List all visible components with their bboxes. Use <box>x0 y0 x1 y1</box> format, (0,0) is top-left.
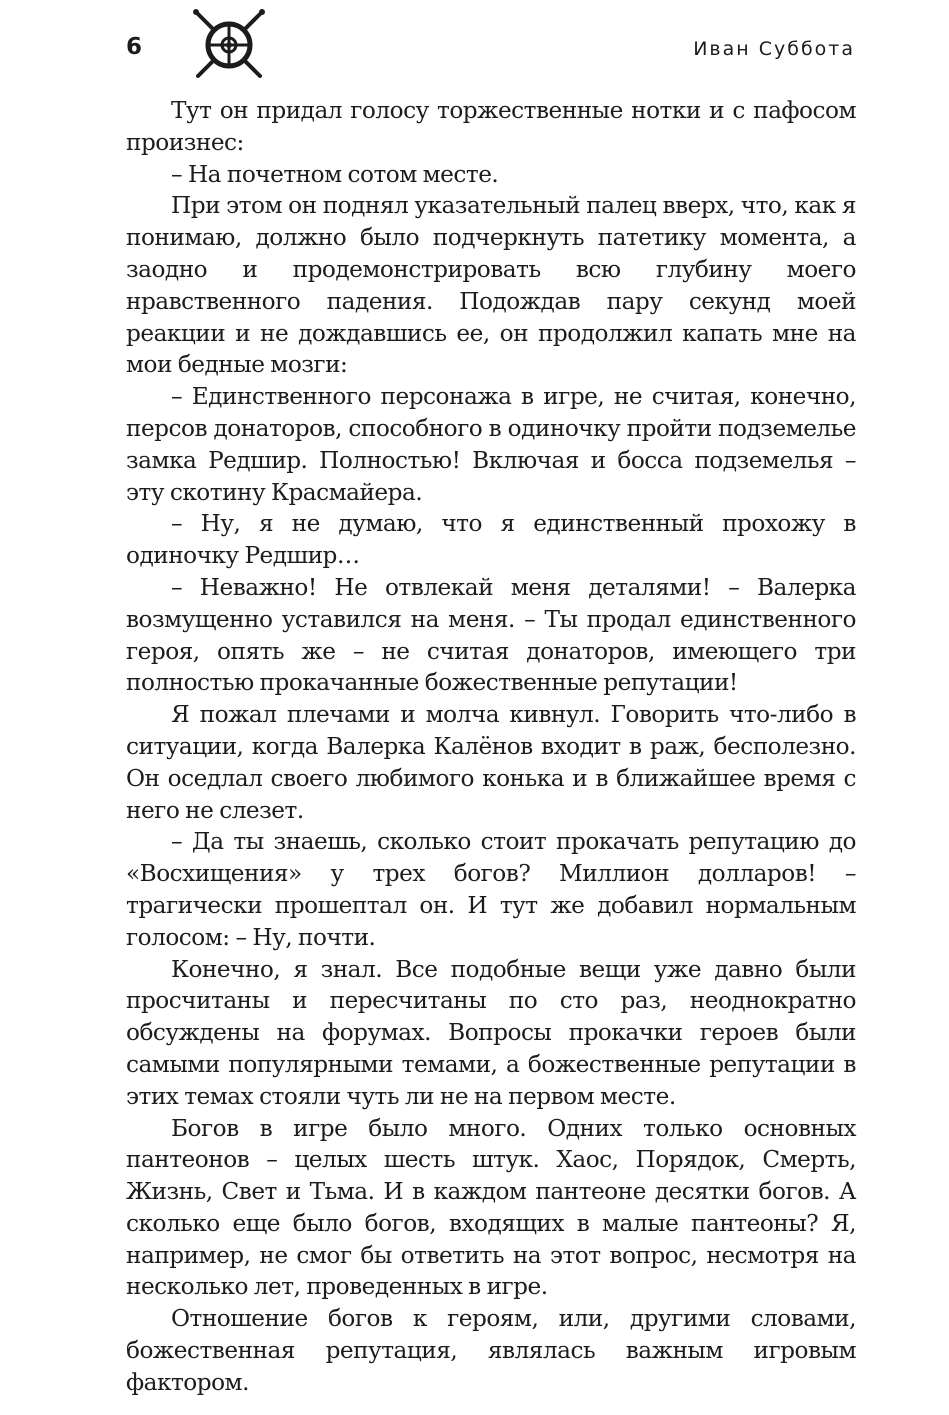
crossed-swords-shield-icon <box>188 6 270 82</box>
paragraph: – На почетном сотом месте. <box>171 160 499 188</box>
paragraph: – Ну, я не думаю, что я единственный прохожу в одиночку Редшир… <box>126 510 856 570</box>
running-head-author: Иван Суббота <box>693 38 855 60</box>
paragraph: – Да ты знаешь, сколько стоит прокачать репутацию до «Восхищения» у трех богов? Миллион долларов! – трагически прошептал он. И тут же добавил нормальным голосом: – Ну, почти. <box>126 828 856 951</box>
body-text <box>126 95 856 1399</box>
paragraph: При этом он поднял указательный палец вверх, что, как я понимаю, должно было подчеркнуть патетику момента, а заодно и продемонстрировать всю глубину моего нравственного падения. Подождав пару секунд моей реакции и не дождавшись ее, он продолжил капать мне на мои бедные мозги: <box>126 192 856 379</box>
paragraph: Богов в игре было много. Одних только основных пантеонов – целых шесть штук. Хаос, Порядок, Смерть, Жизнь, Свет и Тьма. И в каждом пантеоне десятки богов. А сколько еще было богов, входящих в малые пантеоны? Я, например, не смог бы ответить на этот вопрос, несмотря на несколько лет, проведенных в игре. <box>126 1114 856 1301</box>
paragraph: – Неважно! Не отвлекай меня деталями! – Валерка возмущенно уставился на меня. – Ты продал единственного героя, опять же – не считая донаторов, имеющего три полностью прокачанные божественные репутации! <box>126 573 856 697</box>
page-number: 6 <box>126 34 143 60</box>
page-header <box>0 0 949 90</box>
paragraph: Конечно, я знал. Все подобные вещи уже давно были просчитаны и пересчитаны по сто раз, неоднократно обсуждены на форумах. Вопросы прокачки героев были самыми популярными темами, а божественные репутации в этих темах стояли чуть ли не на первом месте. <box>126 955 856 1110</box>
paragraph: – Единственного персонажа в игре, не считая, конечно, персов донаторов, способного в одиночку пройти подземелье замка Редшир. Полностью! Включая и босса подземелья – эту скотину Красмайера. <box>126 383 856 506</box>
paragraph: Я пожал плечами и молча кивнул. Говорить что-либо в ситуации, когда Валерка Калёнов входит в раж, бесполезно. Он оседлал своего любимого конька и в ближайшее время с него не слезет. <box>126 701 856 824</box>
paragraph: Тут он придал голосу торжественные нотки и с пафосом произнес: <box>126 97 856 156</box>
paragraph: Отношение богов к героям, или, другими словами, божественная репутация, являлась важным игровым фактором. <box>126 1305 856 1396</box>
